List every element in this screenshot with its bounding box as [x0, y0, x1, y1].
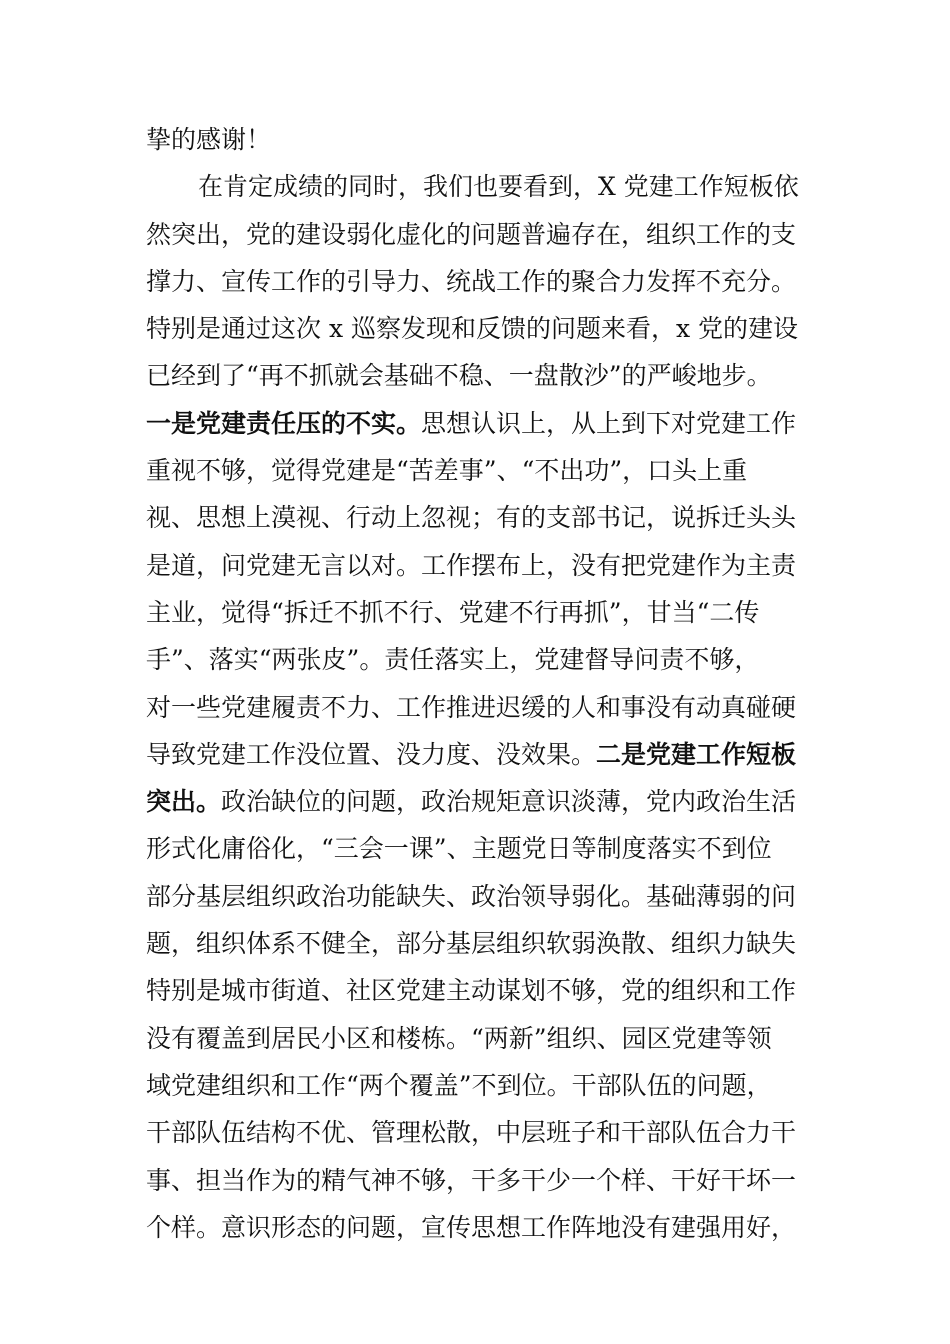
body-text-segment: 手”、落实“两张皮”。责任落实上，党建督导问责不够，	[146, 645, 760, 675]
body-text-segment: 题，组织体系不健全，部分基层组织软弱涣散、组织力缺失	[146, 929, 797, 959]
text-line	[146, 352, 810, 399]
body-text-segment: 部分基层组织政治功能缺失、政治领导弱化。基础薄弱的问	[146, 881, 797, 911]
text-line	[146, 1109, 810, 1156]
text-line	[146, 589, 810, 636]
body-text-segment: 特别是通过这次 x 巡察发现和反馈的问题来看，x 党的建设	[146, 314, 799, 344]
bold-heading-text: 二是党建工作短板	[596, 739, 797, 769]
text-line	[146, 873, 810, 920]
text-line	[146, 1157, 810, 1204]
text-line	[146, 494, 810, 541]
text-line	[146, 684, 810, 731]
body-text-segment: 域党建组织和工作“两个覆盖”不到位。干部队伍的问题，	[146, 1070, 772, 1100]
text-line	[146, 778, 810, 825]
text-line	[146, 258, 810, 305]
body-text-segment: 个样。意识形态的问题，宣传思想工作阵地没有建强用好，	[146, 1212, 797, 1242]
body-text-segment: 是道，问党建无言以对。工作摆布上，没有把党建作为主责	[146, 550, 797, 580]
text-line	[146, 400, 810, 447]
text-line	[146, 1062, 810, 1109]
body-text-segment: 重视不够，觉得党建是“苦差事”、“不出功”，口头上重	[146, 456, 748, 486]
body-text	[146, 116, 810, 1251]
text-line	[146, 920, 810, 967]
text-line	[146, 211, 810, 258]
body-text-segment: 政治缺位的问题，政治规矩意识淡薄，党内政治生活	[221, 787, 797, 817]
bold-heading-text: 突出。	[146, 787, 222, 817]
text-line	[146, 447, 810, 494]
text-line	[146, 542, 810, 589]
bold-heading-text: 一是党建责任压的不实。	[146, 408, 422, 438]
body-text-segment: 挚的感谢！	[146, 125, 272, 154]
body-text-segment: 撑力、宣传工作的引导力、统战工作的聚合力发挥不充分。	[146, 266, 797, 296]
body-text-segment: 对一些党建履责不力、工作推进迟缓的人和事没有动真碰硬	[146, 692, 797, 722]
body-text-segment: 视、思想上漠视、行动上忽视；有的支部书记，说拆迁头头	[146, 503, 797, 533]
body-text-segment: 思想认识上，从上到下对党建工作	[421, 408, 797, 438]
body-text-segment: 在肯定成绩的同时，我们也要看到，X 党建工作短板依	[198, 172, 799, 202]
text-line	[146, 967, 810, 1014]
text-line	[146, 163, 810, 210]
body-text-segment: 没有覆盖到居民小区和楼栋。“两新”组织、园区党建等领	[146, 1023, 772, 1053]
body-text-segment: 事、担当作为的精气神不够，干多干少一个样、干好干坏一	[146, 1165, 797, 1195]
text-line	[146, 636, 810, 683]
body-text-segment: 特别是城市街道、社区党建主动谋划不够，党的组织和工作	[146, 976, 797, 1006]
body-text-segment: 干部队伍结构不优、管理松散，中层班子和干部队伍合力干	[146, 1118, 797, 1148]
text-line	[146, 1015, 810, 1062]
body-text-segment: 已经到了“再不抓就会基础不稳、一盘散沙”的严峻地步。	[146, 361, 772, 391]
text-line	[146, 731, 810, 778]
body-text-segment: 形式化庸俗化，“三会一课”、主题党日等制度落实不到位	[146, 834, 772, 864]
text-line	[146, 116, 810, 163]
text-line	[146, 825, 810, 872]
text-line	[146, 305, 810, 352]
body-text-segment: 主业，觉得“拆迁不抓不行、党建不行再抓”，甘当“二传	[146, 597, 760, 627]
body-text-segment: 然突出，党的建设弱化虚化的问题普遍存在，组织工作的支	[146, 219, 797, 249]
body-text-segment: 导致党建工作没位置、没力度、没效果。	[146, 739, 597, 769]
text-line	[146, 1204, 810, 1251]
